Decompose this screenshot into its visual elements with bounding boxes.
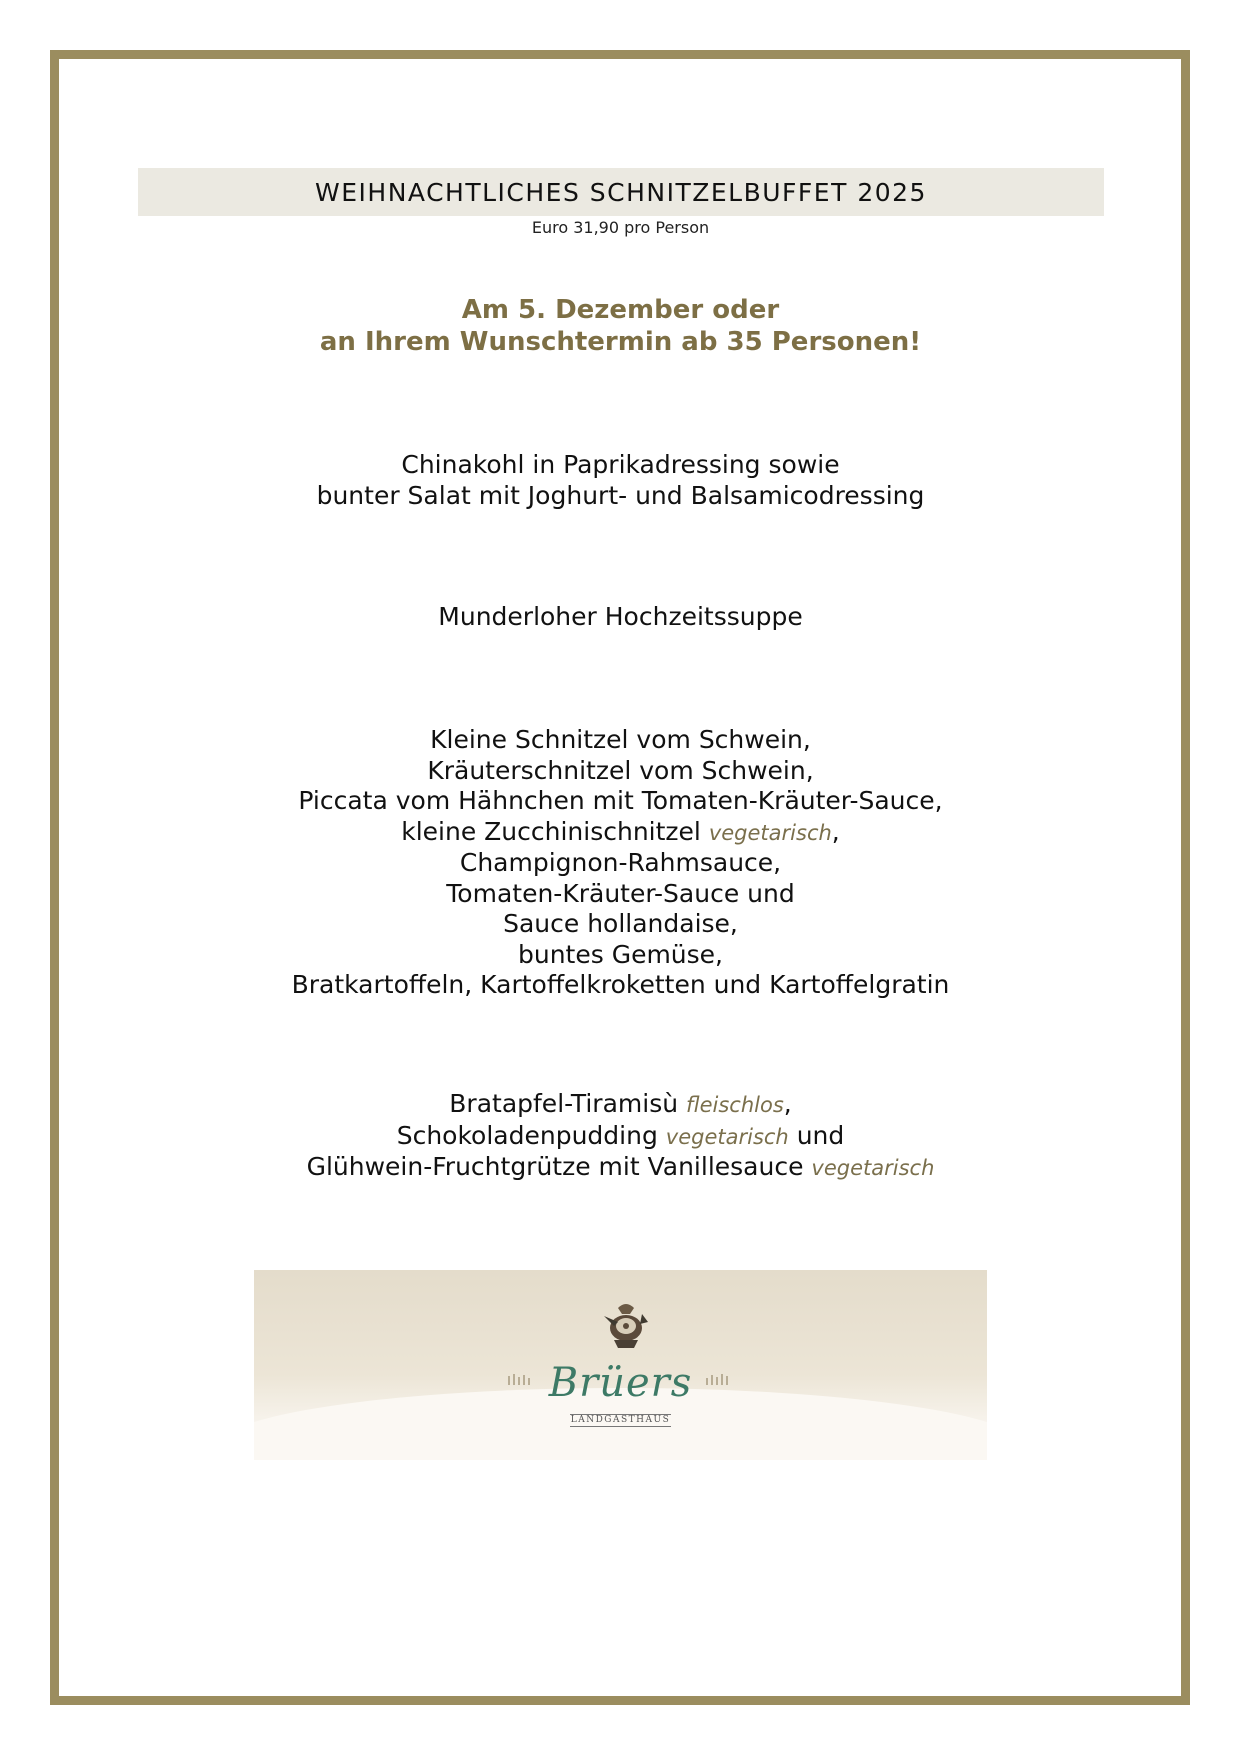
crest-icon — [584, 1296, 664, 1356]
menu-title: WEIHNACHTLICHES SCHNITZELBUFFET 2025 — [315, 177, 927, 207]
brand-logo — [514, 1296, 727, 1426]
course-line — [0, 1121, 1241, 1153]
main-course — [0, 725, 1241, 1001]
course-line: kleine Zucchinischnitzel vegetarisch, — [401, 816, 840, 846]
dish-name: Schokoladenpudding — [396, 1120, 658, 1150]
conjunction: und — [796, 1120, 845, 1150]
course-line: buntes Gemüse, — [517, 939, 724, 969]
course-line: Bratapfel-Tiramisù fleischlos, — [449, 1089, 792, 1118]
course-line: Munderloher Hochzeitssuppe — [438, 602, 803, 631]
brand-subtitle: LANDGASTHAUS — [570, 1415, 671, 1425]
course-line: Kräuterschnitzel vom Schwein, — [427, 755, 814, 785]
course-line: Chinakohl in Paprikadressing sowie — [401, 450, 840, 479]
diet-tag: fleischlos — [686, 1093, 784, 1117]
course-line: Sauce hollandaise, — [503, 909, 738, 938]
course-line: Piccata vom Hähnchen mit Tomaten-Kräuter-Sauce, — [298, 786, 943, 815]
price-per-person: Euro 31,90 pro Person — [531, 218, 710, 237]
date-line: an Ihrem Wunschtermin ab 35 Personen! — [319, 327, 922, 357]
date-info — [0, 294, 1241, 358]
diet-tag: vegetarisch — [665, 1124, 789, 1149]
menu-title-bar — [138, 168, 1104, 216]
course-line: Kleine Schnitzel vom Schwein, — [430, 725, 811, 754]
course-line: Champignon-Rahmsauce, — [459, 848, 782, 877]
date-line: Am 5. Dezember oder — [461, 295, 780, 325]
logo-banner — [254, 1270, 987, 1460]
soup-course — [0, 602, 1241, 633]
course-line — [0, 1152, 1241, 1184]
course-line: Bratkartoffeln, Kartoffelkroketten und Kartoffelgratin — [291, 970, 950, 999]
dish-name: kleine Zucchinischnitzel — [401, 816, 701, 846]
diet-tag: vegetarisch — [811, 1156, 935, 1180]
brand-name: Brüers — [548, 1360, 693, 1406]
dessert-course — [0, 1089, 1241, 1184]
dish-name: Glühwein-Fruchtgrütze mit Vanillesauce — [306, 1152, 804, 1181]
salad-course — [0, 450, 1241, 511]
course-line: bunter Salat mit Joghurt- und Balsamicodressing — [316, 480, 925, 510]
course-line: Tomaten-Kräuter-Sauce und — [446, 878, 795, 908]
diet-tag: vegetarisch — [708, 820, 832, 845]
dish-name: Bratapfel-Tiramisù — [449, 1089, 679, 1118]
